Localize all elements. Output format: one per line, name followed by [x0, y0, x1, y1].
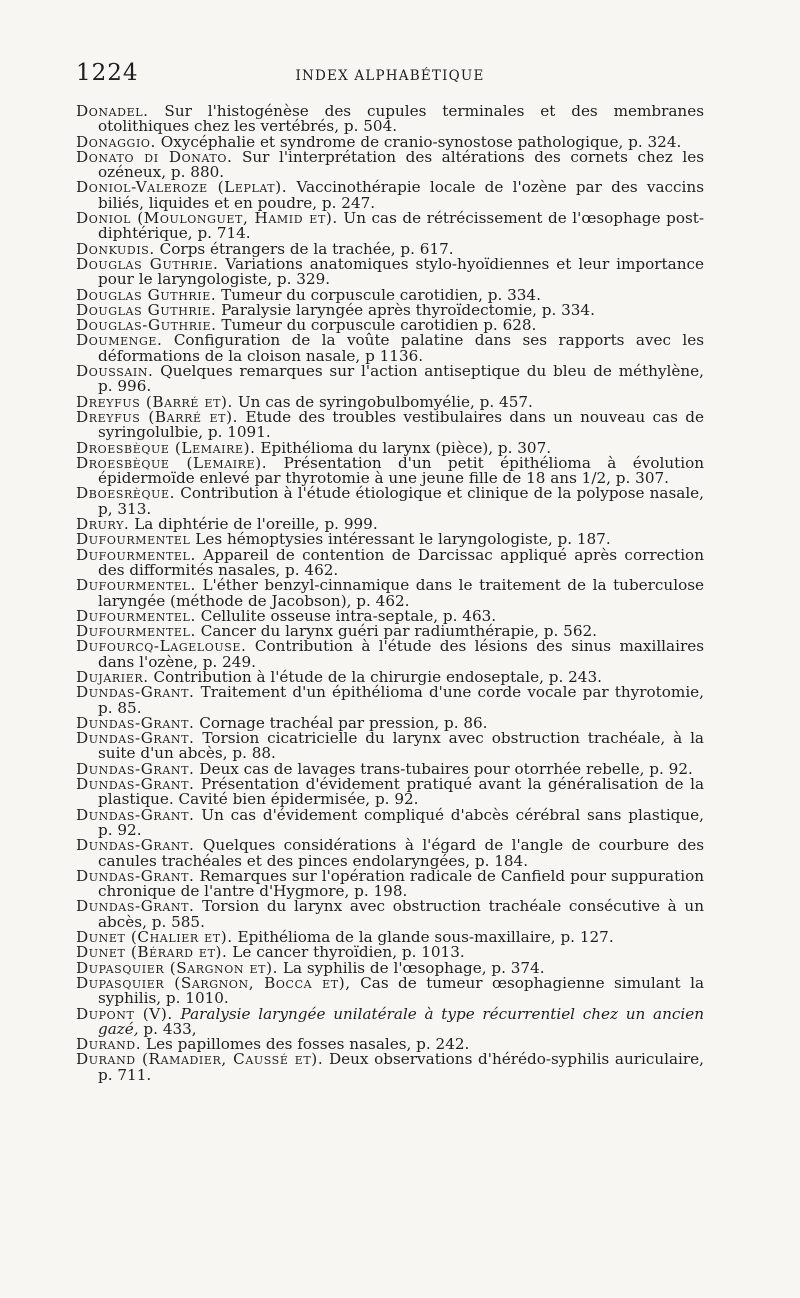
entry-author: Dundas-Grant.: [76, 805, 195, 824]
entry-author: Doumenge.: [76, 331, 163, 350]
entry-text: Le cancer thyroïdien, p. 1013.: [227, 943, 465, 962]
entry-text: Tumeur du corpuscule carotidien p. 628.: [216, 316, 537, 335]
entry-author: Drury.: [76, 515, 130, 534]
entry-text: Un cas de syringobulbomyélie, p. 457.: [233, 392, 533, 411]
entry-author: Dreyfus (Barré et).: [76, 392, 233, 411]
entry-text: Contribution à l'étude de la chirurgie endoseptale, p. 243.: [148, 667, 602, 686]
index-entry: [76, 1004, 705, 1038]
index-entry: [76, 364, 704, 395]
entry-text: Etude des troubles vestibulaires dans un nouveau cas de syringolulbie, p. 1091.: [98, 407, 704, 442]
index-entry: [76, 180, 704, 211]
index-entry: [76, 973, 704, 1008]
entry-author: Dunet (Bérard et).: [76, 943, 228, 962]
entry-author: Donato di Donato.: [76, 147, 233, 166]
entry-author: Douglas Guthrie.: [76, 254, 219, 273]
entry-text: Torsion du larynx avec obstruction trachéale consécutive à un abcès, p. 585.: [98, 897, 704, 931]
entry-author: Douglas Guthrie.: [76, 300, 217, 319]
index-entry: [76, 838, 704, 869]
entry-author: Douglas-Guthrie.: [76, 316, 217, 335]
running-title: INDEX ALPHABÉTIQUE: [295, 68, 485, 84]
entry-text: Quelques considérations à l'égard de l'angle de courbure des canules trachéales et des pinces endolaryngées, p. 184.: [98, 836, 704, 870]
entry-author: Dupasquier (Sargnon et).: [76, 958, 279, 977]
entry-author: Dundas-Grant.: [76, 775, 195, 794]
entry-author: Dufourmentel.: [76, 622, 196, 641]
entry-author: Dujarier.: [76, 667, 149, 686]
entry-text: Epithélioma de la glande sous-maxillaire, p. 127.: [232, 928, 614, 947]
entry-author: Doniol (Moulonguet, Hamid et).: [76, 209, 338, 228]
entry-author: Dunet (Chalier et).: [76, 928, 233, 947]
entry-author: Dundas-Grant.: [76, 759, 195, 778]
entry-author: Dundas-Grant.: [76, 897, 195, 916]
entry-author: Dboesrèque.: [76, 484, 176, 503]
entry-text: Tumeur du corpuscule carotidien, p. 334.: [216, 285, 541, 304]
entry-text: La syphilis de l'œsophage, p. 374.: [278, 958, 545, 977]
entry-text: Traitement d'un épithélioma d'une corde vocale par thyrotomie, p. 85.: [98, 683, 704, 717]
entry-text: Cornage trachéal par pression, p. 86.: [194, 713, 488, 732]
entry-text: Appareil de contention de Darcissac appliqué après correction des difformités nasales, p. 462.: [98, 545, 704, 579]
index-entry: [76, 254, 704, 289]
entry-text: Torsion cicatricielle du larynx avec obstruction trachéale, à la suite d'un abcès, p. 88.: [98, 729, 704, 763]
entry-text: Cas de tumeur œsophagienne simulant la syphilis, p. 1010.: [98, 973, 704, 1008]
entry-author: Donadel.: [76, 102, 149, 120]
entry-author: Dundas-Grant.: [76, 683, 195, 702]
entry-text: Présentation d'évidement pratiqué avant la généralisation de la plastique. Cavité bien épidermisée, p. 92.: [98, 775, 704, 809]
entry-text: Epithélioma du larynx (pièce), p. 307.: [255, 438, 552, 457]
index-entry: [76, 211, 704, 242]
entry-author: Douglas Guthrie.: [76, 285, 217, 304]
entry-text: Cellulite osseuse intra-septale, p. 463.: [195, 606, 497, 625]
index-entries: [76, 104, 704, 1083]
index-entry: [76, 777, 704, 808]
page-number: 1224: [76, 60, 139, 86]
entry-text: Quelques remarques sur l'action antiseptique du bleu de méthylène, p. 996.: [98, 362, 704, 396]
entry-text: Un cas d'évidement compliqué d'abcès cérébral sans plastique, p. 92.: [98, 805, 704, 839]
index-entry: [76, 104, 704, 135]
entry-text: Vaccinothérapie locale de l'ozène par des vaccins biliés, liquides et en poudre, p. 247.: [98, 178, 704, 212]
entry-text: Contribution à l'étude des lésions des sinus maxillaires dans l'ozène, p. 249.: [98, 637, 704, 671]
index-entry: [76, 731, 704, 762]
index-entry: [76, 545, 704, 579]
entry-text: Deux cas de lavages trans-tubaires pour otorrhée rebelle, p. 92.: [194, 759, 693, 778]
index-entry: [76, 333, 704, 364]
entry-author: Donaggio.: [76, 132, 156, 151]
entry-author: Dufourmentel.: [76, 606, 196, 625]
entry-text: Sur l'histogénèse des cupules terminales et des membranes otolithiques chez les vertébrés, p. 504.: [98, 102, 704, 136]
entry-text: Deux observations d'hérédo-syphilis auriculaire, p. 711.: [98, 1050, 704, 1084]
entry-text: Configuration de la voûte palatine dans ses rapports avec les déformations de la cloison nasale, p 1136.: [98, 331, 704, 365]
entry-author: Dufourmentel.: [76, 576, 196, 595]
entry-text: Corps étrangers de la trachée, p. 617.: [154, 239, 454, 258]
entry-author: Durand.: [76, 1035, 142, 1054]
entry-text: La diphtérie de l'oreille, p. 999.: [129, 515, 378, 534]
entry-text: Sur l'interprétation des altérations des cornets chez les ozéneux, p. 880.: [98, 147, 704, 182]
entry-author: Dundas-Grant.: [76, 729, 195, 748]
entry-author: Doussain.: [76, 362, 154, 381]
entry-author: Dupont (V).: [76, 1004, 173, 1023]
entry-text: Cancer du larynx guéri par radiumthérapie, p. 562.: [195, 622, 597, 641]
entry-author: Dufourcq-Lagelouse.: [76, 637, 247, 656]
index-entry: [76, 578, 704, 609]
index-entry: [76, 899, 704, 930]
entry-author: Dundas-Grant.: [76, 713, 195, 732]
entry-text: Oxycéphalie et syndrome de cranio-synostose pathologique, p. 324.: [155, 132, 682, 151]
entry-author: Dupasquier (Sargnon, Bocca et),: [76, 973, 351, 992]
entry-author: Durand (Ramadier, Caussé et).: [76, 1050, 324, 1069]
entry-author: Dufourmentel: [76, 530, 191, 549]
index-entry: [76, 147, 704, 182]
index-entry: [76, 805, 704, 839]
entry-text: Variations anatomiques stylo-hyoïdiennes et leur importance pour le laryngologiste, p. 329.: [98, 254, 704, 289]
entry-text: Contribution à l'étude étiologique et clinique de la polypose nasale, p, 313.: [98, 484, 704, 518]
index-entry: [76, 453, 704, 488]
index-entry: [76, 1052, 704, 1083]
entry-text: Les papillomes des fosses nasales, p. 242.: [141, 1035, 470, 1054]
entry-text: Présentation d'un petit épithélioma à évolution épidermoïde enlevé par thyrotomie à une jeune fille de 18 ans 1/2, p. 307.: [98, 453, 704, 488]
entry-author: Droesbèque (Lemaire).: [76, 438, 256, 457]
index-entry: [76, 639, 704, 670]
entry-italic-title: Paralysie laryngée unilatérale à type récurrentiel chez un ancien gazé,: [98, 1004, 705, 1038]
entry-text: Un cas de rétrécissement de l'œsophage post-diphtérique, p. 714.: [98, 209, 704, 243]
index-entry: [76, 486, 704, 517]
entry-author: Donkudis.: [76, 239, 155, 258]
entry-author: Doniol-Valeroze (Leplat).: [76, 178, 288, 197]
index-entry: [76, 407, 704, 442]
entry-text: Les hémoptysies intéressant le laryngologiste, p. 187.: [190, 530, 611, 549]
entry-page-ref: p. 433,: [138, 1019, 197, 1038]
index-entry: [76, 866, 704, 901]
index-entry: [76, 685, 704, 716]
entry-text: L'éther benzyl-cinnamique dans le traitement de la tuberculose laryngée (méthode de Jacobson), p. 462.: [98, 576, 704, 610]
entry-author: Dundas-Grant.: [76, 836, 195, 855]
entry-author: Dreyfus (Barré et).: [76, 407, 239, 426]
entry-author: Dundas-Grant.: [76, 866, 195, 885]
entry-text: Remarques sur l'opération radicale de Canfield pour suppuration chronique de l'antre d'Hygmore, p. 198.: [98, 866, 704, 901]
entry-text: Paralysie laryngée après thyroïdectomie, p. 334.: [216, 300, 595, 319]
entry-author: Dufourmentel.: [76, 545, 196, 564]
page-header: [76, 60, 704, 92]
entry-author: Droesbèque (Lemaire).: [76, 453, 268, 472]
